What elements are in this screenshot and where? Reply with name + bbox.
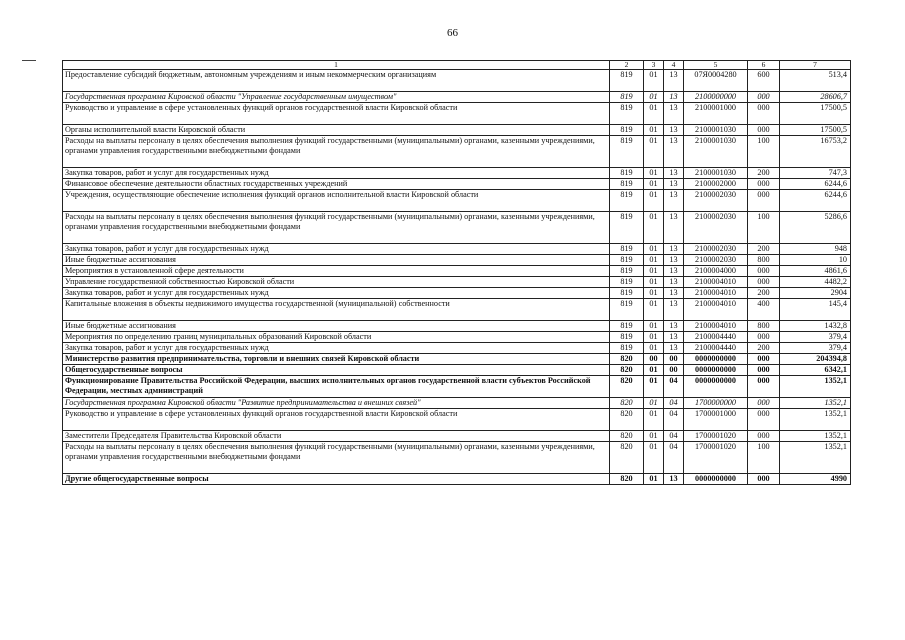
- article-cell: 2100002030: [684, 212, 748, 244]
- section-cell: 01: [644, 70, 664, 92]
- code-cell: 819: [610, 70, 644, 92]
- expense-type-cell: 000: [748, 365, 780, 376]
- table-row: [63, 266, 851, 277]
- expense-type-cell: 100: [748, 442, 780, 474]
- article-cell: 2100002030: [684, 244, 748, 255]
- expense-type-cell: 200: [748, 288, 780, 299]
- subsection-cell: 13: [664, 299, 684, 321]
- code-cell: 819: [610, 299, 644, 321]
- amount-cell: 747,3: [780, 168, 851, 179]
- expense-type-cell: 100: [748, 136, 780, 168]
- table-row: [63, 212, 851, 244]
- row-name-cell: Государственная программа Кировской области "Развитие предпринимательства и внешних связей": [63, 398, 610, 409]
- article-cell: 0000000000: [684, 354, 748, 365]
- row-name-cell: Общегосударственные вопросы: [63, 365, 610, 376]
- expense-type-cell: 000: [748, 376, 780, 398]
- amount-cell: 2904: [780, 288, 851, 299]
- article-cell: 2100004440: [684, 343, 748, 354]
- section-cell: 01: [644, 136, 664, 168]
- table-row: [63, 244, 851, 255]
- row-name-cell: Органы исполнительной власти Кировской области: [63, 125, 610, 136]
- amount-cell: 17500,5: [780, 125, 851, 136]
- row-name-cell: Расходы на выплаты персоналу в целях обеспечения выполнения функций государственными (муниципальными) органами, казенными учреждениями, органами управления государственными внебюджетными фондами: [63, 442, 610, 474]
- expense-type-cell: 400: [748, 299, 780, 321]
- code-cell: 819: [610, 179, 644, 190]
- subsection-cell: 13: [664, 103, 684, 125]
- page-number: 66: [447, 27, 458, 39]
- expense-type-cell: 000: [748, 190, 780, 212]
- subsection-cell: 13: [664, 70, 684, 92]
- article-cell: 07Я0004280: [684, 70, 748, 92]
- section-cell: 01: [644, 474, 664, 485]
- amount-cell: 4861,6: [780, 266, 851, 277]
- article-cell: 2100002000: [684, 179, 748, 190]
- code-cell: 820: [610, 442, 644, 474]
- amount-cell: 948: [780, 244, 851, 255]
- section-cell: 01: [644, 288, 664, 299]
- code-cell: 819: [610, 92, 644, 103]
- amount-cell: 6342,1: [780, 365, 851, 376]
- article-cell: 2100001000: [684, 103, 748, 125]
- row-name-cell: Мероприятия в установленной сфере деятельности: [63, 266, 610, 277]
- subsection-cell: 13: [664, 179, 684, 190]
- row-name-cell: Руководство и управление в сфере установленных функций органов государственной власти Кировской области: [63, 103, 610, 125]
- margin-mark: [22, 60, 36, 61]
- subsection-cell: 04: [664, 398, 684, 409]
- subsection-cell: 13: [664, 343, 684, 354]
- header-cell: 2: [610, 61, 644, 70]
- table-row: [63, 343, 851, 354]
- row-name-cell: Функционирование Правительства Российской Федерации, высших исполнительных органов государственной власти субъектов Российской Федерации, местных администраций: [63, 376, 610, 398]
- code-cell: 820: [610, 376, 644, 398]
- table-row: [63, 92, 851, 103]
- subsection-cell: 13: [664, 332, 684, 343]
- section-cell: 01: [644, 442, 664, 474]
- code-cell: 819: [610, 343, 644, 354]
- table-row: [63, 431, 851, 442]
- table-row: [63, 125, 851, 136]
- article-cell: 2100004010: [684, 288, 748, 299]
- amount-cell: 6244,6: [780, 179, 851, 190]
- subsection-cell: 13: [664, 255, 684, 266]
- section-cell: 01: [644, 321, 664, 332]
- subsection-cell: 00: [664, 354, 684, 365]
- amount-cell: 5286,6: [780, 212, 851, 244]
- article-cell: 2100002030: [684, 255, 748, 266]
- section-cell: 01: [644, 179, 664, 190]
- code-cell: 819: [610, 332, 644, 343]
- section-cell: 01: [644, 376, 664, 398]
- subsection-cell: 04: [664, 409, 684, 431]
- row-name-cell: Мероприятия по определению границ муниципальных образований Кировской области: [63, 332, 610, 343]
- section-cell: 01: [644, 365, 664, 376]
- code-cell: 819: [610, 288, 644, 299]
- code-cell: 819: [610, 190, 644, 212]
- expense-type-cell: 000: [748, 103, 780, 125]
- expense-type-cell: 000: [748, 92, 780, 103]
- row-name-cell: Расходы на выплаты персоналу в целях обеспечения выполнения функций государственными (муниципальными) органами, казенными учреждениями, органами управления государственными внебюджетными фондами: [63, 212, 610, 244]
- table-row: [63, 321, 851, 332]
- amount-cell: 17500,5: [780, 103, 851, 125]
- code-cell: 820: [610, 365, 644, 376]
- section-cell: 01: [644, 332, 664, 343]
- table-row: [63, 474, 851, 485]
- section-cell: 01: [644, 244, 664, 255]
- header-cell: 7: [780, 61, 851, 70]
- expense-type-cell: 800: [748, 321, 780, 332]
- table-row: [63, 409, 851, 431]
- code-cell: 820: [610, 474, 644, 485]
- subsection-cell: 13: [664, 190, 684, 212]
- table-row: [63, 190, 851, 212]
- table-row: [63, 179, 851, 190]
- expense-type-cell: 100: [748, 212, 780, 244]
- header-cell: 4: [664, 61, 684, 70]
- row-name-cell: Закупка товаров, работ и услуг для государственных нужд: [63, 343, 610, 354]
- expense-type-cell: 800: [748, 255, 780, 266]
- section-cell: 01: [644, 299, 664, 321]
- expense-type-cell: 000: [748, 431, 780, 442]
- subsection-cell: 00: [664, 365, 684, 376]
- amount-cell: 28606,7: [780, 92, 851, 103]
- expense-type-cell: 000: [748, 354, 780, 365]
- amount-cell: 1352,1: [780, 409, 851, 431]
- subsection-cell: 13: [664, 474, 684, 485]
- expense-type-cell: 000: [748, 179, 780, 190]
- table-row: [63, 288, 851, 299]
- article-cell: 0000000000: [684, 474, 748, 485]
- subsection-cell: 13: [664, 321, 684, 332]
- expense-type-cell: 000: [748, 398, 780, 409]
- article-cell: 1700000000: [684, 398, 748, 409]
- row-name-cell: Государственная программа Кировской области "Управление государственным имуществом": [63, 92, 610, 103]
- section-cell: 01: [644, 92, 664, 103]
- budget-table: [62, 60, 851, 485]
- table-row: [63, 136, 851, 168]
- table-row: [63, 277, 851, 288]
- row-name-cell: Министерство развития предпринимательства, торговли и внешних связей Кировской области: [63, 354, 610, 365]
- amount-cell: 204394,8: [780, 354, 851, 365]
- amount-cell: 1352,1: [780, 398, 851, 409]
- expense-type-cell: 200: [748, 168, 780, 179]
- row-name-cell: Предоставление субсидий бюджетным, автономным учреждениям и иным некоммерческим организациям: [63, 70, 610, 92]
- section-cell: 01: [644, 266, 664, 277]
- article-cell: 2100004000: [684, 266, 748, 277]
- row-name-cell: Иные бюджетные ассигнования: [63, 321, 610, 332]
- row-name-cell: Капитальные вложения в объекты недвижимого имущества государственной (муниципальной) собственности: [63, 299, 610, 321]
- code-cell: 819: [610, 277, 644, 288]
- article-cell: 2100002030: [684, 190, 748, 212]
- amount-cell: 6244,6: [780, 190, 851, 212]
- code-cell: 820: [610, 431, 644, 442]
- expense-type-cell: 000: [748, 277, 780, 288]
- header-cell: 5: [684, 61, 748, 70]
- header-cell: 3: [644, 61, 664, 70]
- article-cell: 2100004010: [684, 299, 748, 321]
- subsection-cell: 04: [664, 376, 684, 398]
- section-cell: 00: [644, 354, 664, 365]
- expense-type-cell: 200: [748, 343, 780, 354]
- subsection-cell: 13: [664, 288, 684, 299]
- code-cell: 819: [610, 136, 644, 168]
- table-row: [63, 354, 851, 365]
- row-name-cell: Руководство и управление в сфере установленных функций органов государственной власти Кировской области: [63, 409, 610, 431]
- expense-type-cell: 600: [748, 70, 780, 92]
- article-cell: 1700001020: [684, 431, 748, 442]
- table-row: [63, 255, 851, 266]
- row-name-cell: Закупка товаров, работ и услуг для государственных нужд: [63, 168, 610, 179]
- expense-type-cell: 200: [748, 244, 780, 255]
- subsection-cell: 13: [664, 277, 684, 288]
- code-cell: 820: [610, 354, 644, 365]
- section-cell: 01: [644, 409, 664, 431]
- section-cell: 01: [644, 255, 664, 266]
- code-cell: 820: [610, 409, 644, 431]
- amount-cell: 1352,1: [780, 376, 851, 398]
- code-cell: 819: [610, 266, 644, 277]
- subsection-cell: 04: [664, 431, 684, 442]
- subsection-cell: 13: [664, 125, 684, 136]
- table-row: [63, 442, 851, 474]
- subsection-cell: 13: [664, 244, 684, 255]
- code-cell: 819: [610, 255, 644, 266]
- subsection-cell: 13: [664, 266, 684, 277]
- subsection-cell: 04: [664, 442, 684, 474]
- row-name-cell: Закупка товаров, работ и услуг для государственных нужд: [63, 244, 610, 255]
- section-cell: 01: [644, 343, 664, 354]
- section-cell: 01: [644, 125, 664, 136]
- amount-cell: 379,4: [780, 343, 851, 354]
- amount-cell: 145,4: [780, 299, 851, 321]
- expense-type-cell: 000: [748, 125, 780, 136]
- section-cell: 01: [644, 277, 664, 288]
- subsection-cell: 13: [664, 168, 684, 179]
- amount-cell: 4482,2: [780, 277, 851, 288]
- section-cell: 01: [644, 212, 664, 244]
- amount-cell: 4990: [780, 474, 851, 485]
- amount-cell: 16753,2: [780, 136, 851, 168]
- article-cell: 0000000000: [684, 365, 748, 376]
- table-row: [63, 365, 851, 376]
- expense-type-cell: 000: [748, 474, 780, 485]
- section-cell: 01: [644, 398, 664, 409]
- row-name-cell: Иные бюджетные ассигнования: [63, 255, 610, 266]
- row-name-cell: Закупка товаров, работ и услуг для государственных нужд: [63, 288, 610, 299]
- article-cell: 2100000000: [684, 92, 748, 103]
- section-cell: 01: [644, 103, 664, 125]
- table-row: [63, 332, 851, 343]
- article-cell: 1700001020: [684, 442, 748, 474]
- article-cell: 2100001030: [684, 125, 748, 136]
- row-name-cell: Управление государственной собственностью Кировской области: [63, 277, 610, 288]
- article-cell: 2100004010: [684, 277, 748, 288]
- article-cell: 0000000000: [684, 376, 748, 398]
- amount-cell: 1352,1: [780, 442, 851, 474]
- amount-cell: 1352,1: [780, 431, 851, 442]
- code-cell: 819: [610, 103, 644, 125]
- row-name-cell: Заместители Председателя Правительства Кировской области: [63, 431, 610, 442]
- section-cell: 01: [644, 190, 664, 212]
- code-cell: 819: [610, 244, 644, 255]
- row-name-cell: Финансовое обеспечение деятельности областных государственных учреждений: [63, 179, 610, 190]
- table-row: [63, 168, 851, 179]
- header-cell: 1: [63, 61, 610, 70]
- table-row: [63, 299, 851, 321]
- subsection-cell: 13: [664, 212, 684, 244]
- code-cell: 819: [610, 125, 644, 136]
- expense-type-cell: 000: [748, 332, 780, 343]
- amount-cell: 513,4: [780, 70, 851, 92]
- article-cell: 2100004010: [684, 321, 748, 332]
- code-cell: 819: [610, 168, 644, 179]
- table-row: [63, 103, 851, 125]
- table-row: [63, 398, 851, 409]
- amount-cell: 10: [780, 255, 851, 266]
- code-cell: 819: [610, 321, 644, 332]
- section-cell: 01: [644, 431, 664, 442]
- expense-type-cell: 000: [748, 409, 780, 431]
- table-row: [63, 376, 851, 398]
- code-cell: 819: [610, 212, 644, 244]
- subsection-cell: 13: [664, 136, 684, 168]
- article-cell: 2100004440: [684, 332, 748, 343]
- header-cell: 6: [748, 61, 780, 70]
- article-cell: 2100001030: [684, 136, 748, 168]
- article-cell: 1700001000: [684, 409, 748, 431]
- amount-cell: 379,4: [780, 332, 851, 343]
- article-cell: 2100001030: [684, 168, 748, 179]
- table-row: [63, 70, 851, 92]
- amount-cell: 1432,8: [780, 321, 851, 332]
- code-cell: 820: [610, 398, 644, 409]
- row-name-cell: Учреждения, осуществляющие обеспечение исполнения функций органов исполнительной власти Кировской области: [63, 190, 610, 212]
- section-cell: 01: [644, 168, 664, 179]
- row-name-cell: Другие общегосударственные вопросы: [63, 474, 610, 485]
- expense-type-cell: 000: [748, 266, 780, 277]
- table-header-row: [63, 61, 851, 70]
- row-name-cell: Расходы на выплаты персоналу в целях обеспечения выполнения функций государственными (муниципальными) органами, казенными учреждениями, органами управления государственными внебюджетными фондами: [63, 136, 610, 168]
- subsection-cell: 13: [664, 92, 684, 103]
